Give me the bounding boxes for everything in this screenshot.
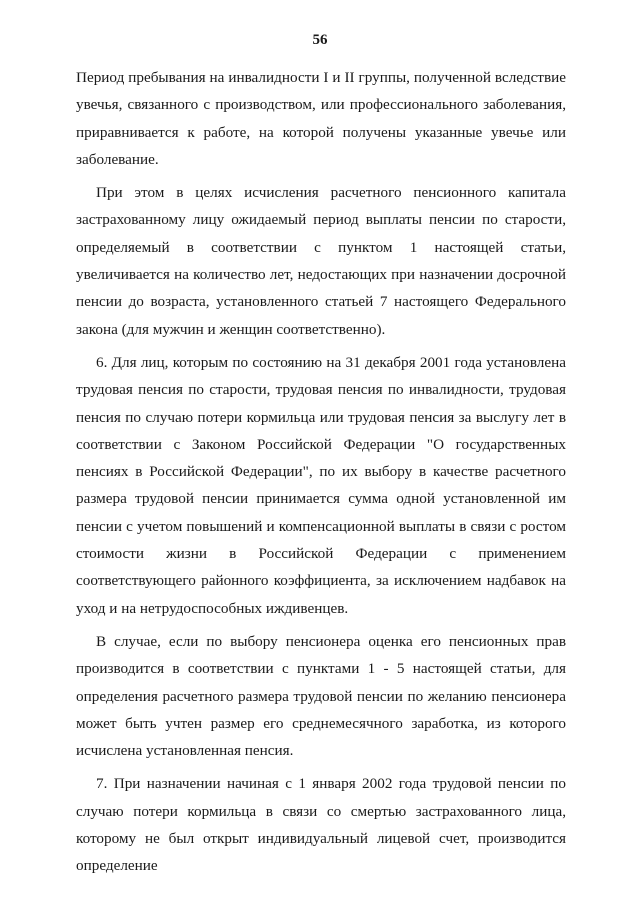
- document-body: [76, 64, 566, 886]
- paragraph-1: Период пребывания на инвалидности I и II группы, полученной вследствие увечья, связанного с производством, или профессионального заболевания, приравнивается к работе, на которой получены указанные увечье или заболевание.: [76, 69, 566, 168]
- paragraph-4: В случае, если по выбору пенсионера оценка его пенсионных прав производится в соответствии с пунктами 1 - 5 настоящей статьи, для определения расчетного размера трудовой пенсии по желанию пенсионера может быть учтен размер его среднемесячного заработка, из которого исчислена установленная пенсия.: [76, 632, 566, 760]
- paragraph-3: 6. Для лиц, которым по состоянию на 31 декабря 2001 года установлена трудовая пенсия по старости, трудовая пенсия по инвалидности, трудовая пенсия по случаю потери кормильца или трудовая пенсия за выслугу лет в соответствии с Законом Российской Федерации "О государственных пенсиях в Российской Федерации", по их выбору в качестве расчетного размера трудовой пенсии принимается сумма одной установленной им пенсии с учетом повышений и компенсационной выплаты в связи с ростом стоимости жизни в Российской Федерации с применением соответствующего районного коэффициента, за исключением надбавок на уход и на нетрудоспособных иждивенцев.: [76, 353, 566, 617]
- paragraph-5: 7. При назначении начиная с 1 января 2002 года трудовой пенсии по случаю потери кормильца в связи со смертью застрахованного лица, которому не был открыт индивидуальный лицевой счет, производится определение: [76, 775, 566, 875]
- page-number: 56: [312, 32, 328, 48]
- paragraph-2: При этом в целях исчисления расчетного пенсионного капитала застрахованному лицу ожидаемый период выплаты пенсии по старости, определяемый в соответствии с пунктом 1 настоящей статьи, увеличивается на количество лет, недостающих при назначении досрочной пенсии до возраста, установленного статьей 7 настоящего Федерального закона (для мужчин и женщин соответственно).: [76, 184, 566, 338]
